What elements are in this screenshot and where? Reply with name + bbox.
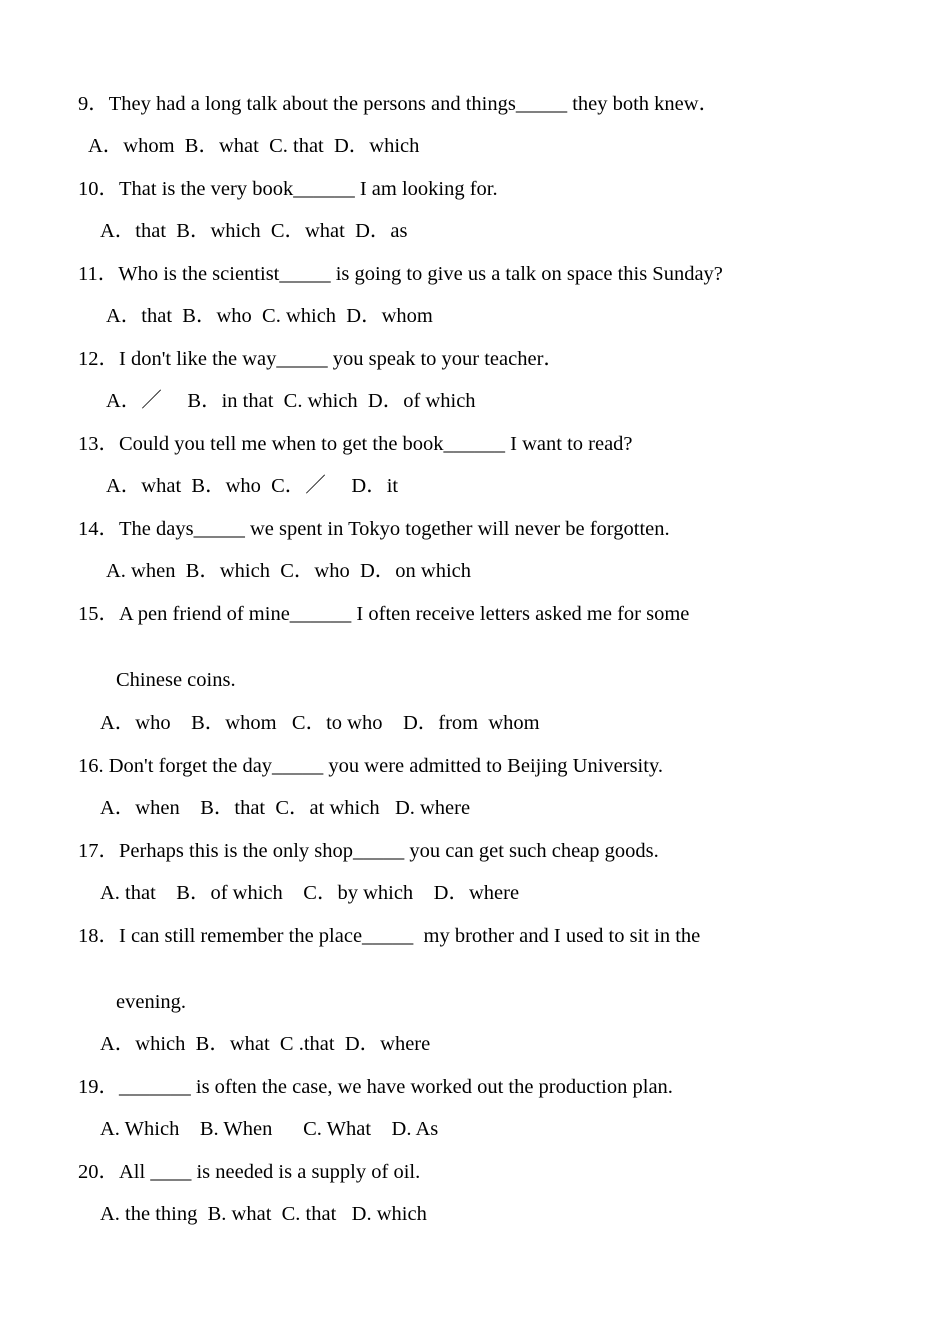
question-11: 11．Who is the scientist_____ is going to give us a talk on space this Sunday? (78, 263, 723, 285)
question-13: 13．Could you tell me when to get the book______ I want to read? (78, 433, 633, 455)
question-17: 17．Perhaps this is the only shop_____ you can get such cheap goods. (78, 840, 659, 862)
question-13-options: A．what B．who C．／ D．it (106, 475, 399, 497)
question-11-options: A．that B．who C. which D．whom (106, 305, 433, 327)
question-20: 20．All ____ is needed is a supply of oil. (78, 1161, 421, 1183)
question-16: 16. Don't forget the day_____ you were admitted to Beijing University. (78, 755, 663, 777)
question-19: 19．_______ is often the case, we have worked out the production plan. (78, 1076, 673, 1098)
question-20-options: A. the thing B. what C. that D. which (100, 1203, 427, 1225)
question-9-options: A．whom B．what C. that D．which (84, 135, 420, 157)
question-18-options: A．which B．what C .that D．where (100, 1033, 431, 1055)
question-10-options: A．that B．which C．what D．as (100, 220, 408, 242)
question-14-options: A. when B．which C．who D．on which (106, 560, 471, 582)
question-12: 12．I don't like the way_____ you speak to your teacher． (78, 348, 564, 370)
question-17-options: A. that B．of which C．by which D．where (100, 882, 520, 904)
question-9: 9．They had a long talk about the persons and things_____ they both knew． (78, 93, 720, 115)
question-12-options: A．／ B．in that C. which D．of which (106, 390, 476, 412)
question-10: 10．That is the very book______ I am looking for. (78, 178, 498, 200)
question-14: 14．The days_____ we spent in Tokyo together will never be forgotten. (78, 518, 670, 540)
question-18-continuation: evening. (116, 991, 187, 1013)
question-15-options: A．who B．whom C．to who D．from whom (100, 712, 540, 734)
question-15: 15．A pen friend of mine______ I often receive letters asked me for some (78, 603, 690, 625)
question-16-options: A．when B．that C．at which D. where (100, 797, 471, 819)
question-19-options: A. Which B. When C. What D. As (100, 1118, 439, 1140)
question-15-continuation: Chinese coins. (116, 669, 236, 691)
question-18: 18．I can still remember the place_____ my brother and I used to sit in the (78, 925, 701, 947)
